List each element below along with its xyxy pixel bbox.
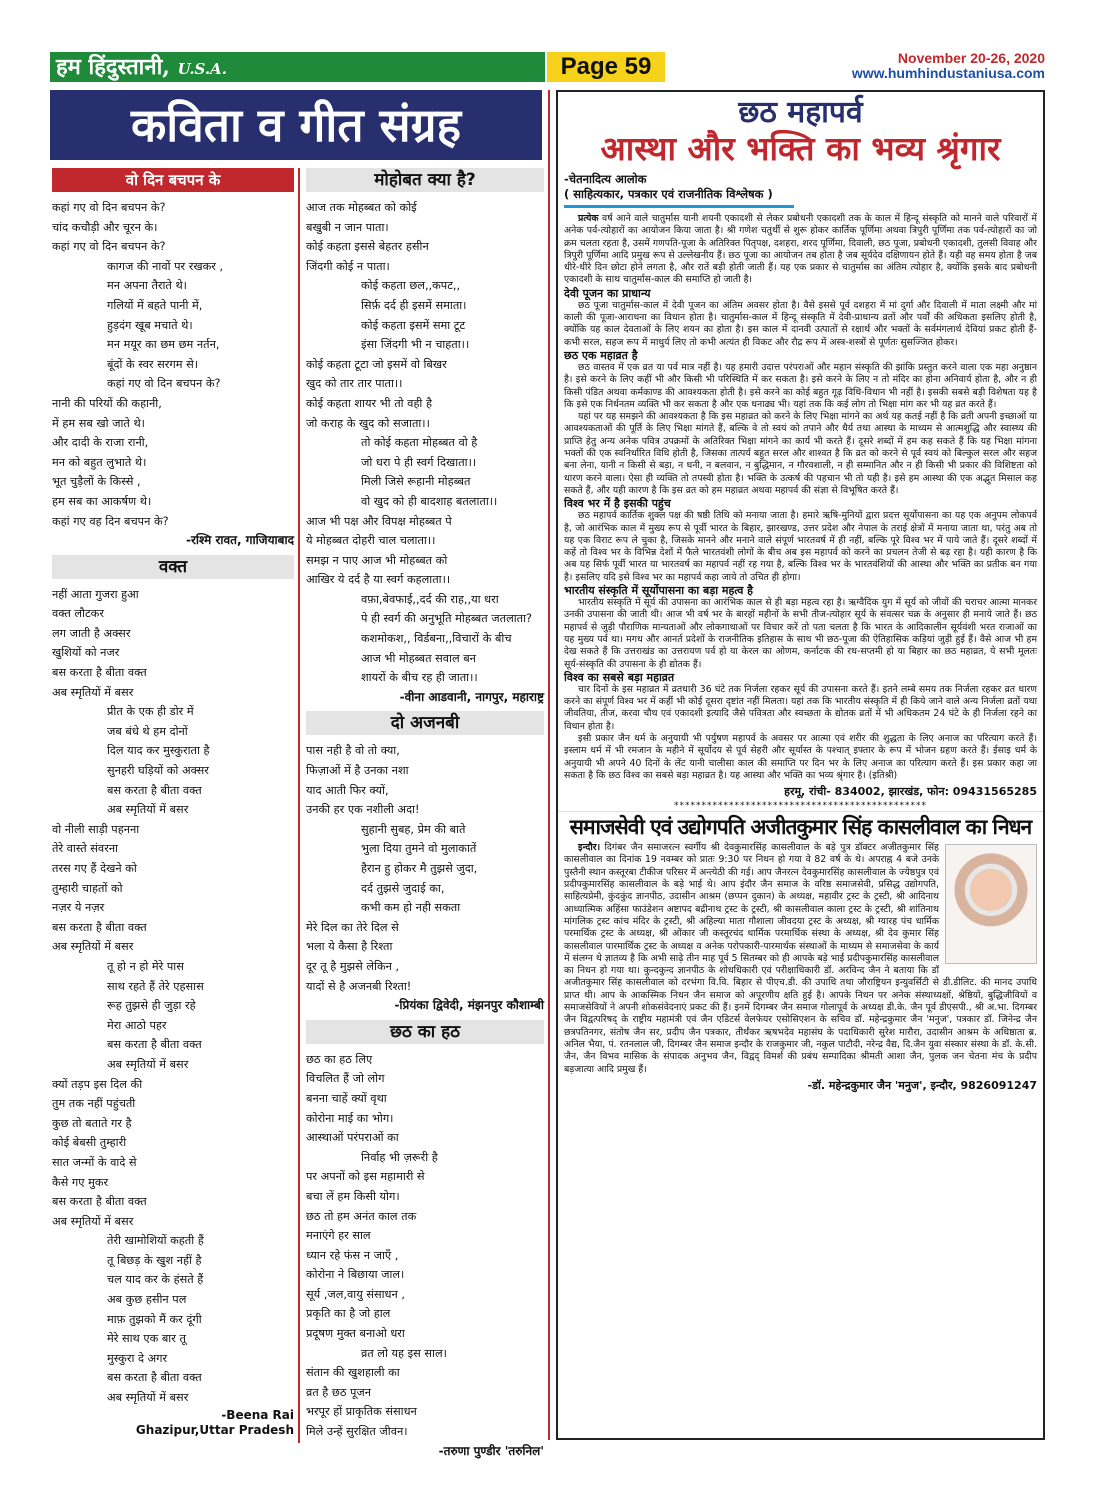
poem-line: संतान की खुशहाली का <box>306 1366 400 1380</box>
poem-line: कोई कहता टूटा जो इसमें वो बिखर <box>306 357 447 371</box>
lead-text: वर्ष आने वाले चातुर्मास यानी शयनी एकादशी से लेकर प्रबोधनी एकादशी तक के काल में हिन्दू संस्कृति को मानने वाले परिवारों में अनेक पर्व-त्योहारों का आयोजन किया जाता है। श्री गणेश चतुर्थी से शुरू होकर कार्तिक पूर्णिमा अथवा त्रिपुरी पूर्णिमा तक पर्व-त्योहारों का जो क्रम चलता रहता है, उसमें गणपति-पूजा के अतिरिक्त पितृपक्ष, दशहरा, शरद पूर्णिमा, दिवाली, छठ पूजा, प्रबोधनी एकादशी, तुलसी विवाह और त्रिपुरी पूर्णिमा आदि प्रमुख रूप से उल्लेखनीय हैं। छठ पूजा का आयोजन तब होता है जब सूर्यदेव दक्षिणायन होते हैं। यही वह समय होता है जब धीरे-धीरे दिन छोटा होने लगता है, और रातें बड़ी होती जाती हैं। यह एक प्रकार से चातुर्मास का अंतिम त्योहार है, क्योंकि इसके बाद प्रबोधनी एकादशी के साथ चातुर्मास-काल की समाप्ति हो जाती है। <box>564 213 1037 286</box>
poem-title: वक्त <box>52 555 294 579</box>
poem-line: अब कुछ हसीन पल <box>107 1293 187 1307</box>
column-divider <box>548 90 550 1440</box>
poem-line: मनाएंगे हर साल <box>306 1229 371 1243</box>
poem-line: आज तक मोहब्बत को कोई <box>306 201 417 214</box>
poem-line: में हम सब खो जाते थे। <box>52 416 145 430</box>
poem-line: कोई कहता इससे बेहतर हसीन <box>306 240 429 254</box>
poem-line: अब स्मृतियों में बसर <box>52 1214 134 1228</box>
obituary-text: दिगंबर जैन समाजरत्न स्वर्गीय श्री देवकुमारसिंह कासलीवाल के बड़े पुत्र डॉक्टर अजीतकुमार सिंह कासलीवाल का दिनांक 19 नवम्बर को प्रातः 9:30 पर निधन हो गया वे 82 वर्ष के थे। अपराह्न 4 बजे उनके पुस्तैनी स्थान कस्तूरबा टीकीज परिसर में अन्त्येठी की गई। आप जैनरत्न देवकुमारसिंह कासलीवाल के ज्येष्ठपुत्र एवं प्रदीपकुमारसिंह कासलीवाल के बड़े भाई थे। आप इंदौर जैन समाज के वरिष्ठ समाजसेवी, प्रसिद्ध उद्योगपति, साहित्यप्रेमी, कुंदकुंद ज्ञानपीठ, उदासीन आश्रम (छप्पन दुकान) के अध्यक्ष, महावीर ट्रस्ट के ट्रस्टी, श्री आदिनाथ आध्यात्मिक अहिंसा फाउंडेशन अष्टापद बद्रीनाथ ट्रस्ट के ट्रस्टी, श्री कासलीवाल काला ट्रस्ट के ट्रस्टी, श्री शांतिनाथ मांगलिक ट्रस्ट कांच मंदिर के ट्रस्टी, श्री अहिल्या माता गौशाला जीवदया ट्रस्ट के अध्यक्ष, श्री ग्यारह पंच धार्मिक परमार्थिक ट्रस्ट के अध्यक्ष, श्री ओंकार जी कस्तूरचंद धार्मिक परमार्थिक संस्था के अध्यक्ष, श्री देव कुमार सिंह कासलीवाल पारमार्थिक ट्रस्ट के अध्यक्ष व अनेक परोपकारी-पारमार्थक संस्थाओं के माध्यम से समाजसेवा के कार्य में संलग्न थे ज्ञातव्य है कि अभी साढ़े तीन माह पूर्व 5 सितम्बर को ही आपके बड़े भाई प्रदीपकुमारसिंह कासलीवाल का निधन हो गया था। कुन्दकुन्द ज्ञानपीठ के शोधधिकारी एवं परीक्षाधिकारी डॉ. अरविन्द जैन ने बताया कि डॉ अजीतकुमार सिंह कासलीवाल को दरभंगा वि.वि. बिहार से पीएच.डी. की उपाधि तथा जौराष्ट्रियन इन्युवर्सिटी से डी.डीलिट. की मानद उपाधि प्राप्त थी। आप के आकस्मिक निधन जैन समाज को अपूरणीय क्षति हुई है। आपके निधन पर अनेक संस्थाध्यक्षों, श्रेष्ठियों, बुद्धिजीवियों व समाजसेवियों ने अपनी शोकसंवेदनाएं प्रकट की हैं। इनमें दिगम्बर जैन समाज गोलापूर्व के अध्यक्ष डी.के. जैन पूर्व डीएसपी., श्री अ.भा. दिगम्बर जैन विद्वत्परिषद् के राष्ट्रीय महामंत्री एवं जैन एडिटर्स वेलफेयर एसोसिएशन के सचिव डॉ. महेन्द्रकुमार जैन 'मनुज', पत्रकार डॉ. जिनेन्द्र जैन छत्रपतिनगर, संतोष जैन सर, प्रदीप जैन पत्रकार, तीर्थंकर ऋषभदेव महासंघ के पदाधिकारी सुरेश मारौरा, उदासीन आश्रम के अधिष्ठाता ब्र. अनिल भैया, पं. रतनलाल जी, दिगम्बर जैन समाज इन्दौर के राजकुमार जी, नकुल पाटौदी, नरेन्द्र वैद्य, दि.जैन युवा संस्कार संस्था के डॉ. के.सी. जैन, जैन विभव मासिक के संपादक अनुभव जैन, विद्वद् विमर्श की प्रबंध सम्पादिका श्रीमती आशा जैन, पुलक जन चेतना मंच के प्रदीप बड़जात्या आदि प्रमुख हैं। <box>564 842 1037 1075</box>
poem-body <box>306 1050 544 1442</box>
poem-line: मन को बहुत लुभाते थे। <box>52 455 147 469</box>
poem-line: साथ रहते हैं तेरे एहसास <box>107 979 204 993</box>
poem-author: -तरुणा पुण्डीर 'तरुनिल' <box>438 1443 544 1458</box>
poem-line: बस करता है बीता वक्त <box>107 1038 202 1052</box>
poem-line: दर्द तुझसे जुदाई का, <box>361 881 445 895</box>
poem-line: जो कराह के खुद को सजाता।। <box>306 416 430 430</box>
poem-body <box>306 198 544 688</box>
poem-line: मन मयूर का छम छम नर्तन, <box>107 338 220 352</box>
poem-line: तेरे वास्ते संवरना <box>52 842 119 856</box>
poem-line: अब स्मृतियों में बसर <box>107 1391 189 1405</box>
website-link[interactable]: www.humhindustaniusa.com <box>851 65 1045 81</box>
poem-line: ध्यान रहे फंस न जाएँ , <box>306 1248 399 1262</box>
poem-line: बस करता है बीता वक्त <box>52 1195 147 1209</box>
section-heading: विश्व भर में है इसकी पहुंच <box>564 497 671 511</box>
obituary-signature: -डॉ. महेन्द्रकुमार जैन 'मनुज', इन्दौर, 9826091247 <box>807 1078 1037 1092</box>
poem-line: तरस गए हैं देखने को <box>52 862 137 875</box>
poem-line: वो खुद को ही बादशाह बतलाता।। <box>361 494 498 508</box>
poem-line: बस करता है बीता वक्त <box>107 1371 202 1385</box>
section-heading: छठ एक महाव्रत है <box>564 348 638 362</box>
poem-line: कुछ तो बताते गर है <box>52 1116 132 1130</box>
poem-line: समझ न पाए आज भी मोहब्बत को <box>306 553 448 567</box>
poem-title: दो अजनबी <box>306 711 544 735</box>
poem-line: याद आती फिर क्यों, <box>306 783 389 797</box>
poem-line: कोई कहता इसमें समा टूट <box>361 318 466 332</box>
column-divider <box>298 168 300 1443</box>
poem-line: कहां गए वो दिन बचपन के? <box>52 240 166 254</box>
poem-line: कागज की नावों पर रखकर , <box>107 259 224 273</box>
lead-word: प्रत्येक <box>578 213 599 224</box>
poem-line: दिल याद कर मुस्कुराता है <box>107 744 210 758</box>
poem-line: वक्त लौटकर <box>52 607 104 621</box>
poem-author: -वीना आडवानी, नागपुर, महाराष्ट्र <box>399 689 544 704</box>
page-number: Page 59 <box>547 52 665 82</box>
poem-line: कोई कहता शायर भी तो वही है <box>306 396 432 410</box>
poem-line: सिर्फ़ दर्द ही इसमें समाता। <box>361 298 467 312</box>
poem-line: हैरान हु होकर मै तुझसे जुदा, <box>361 862 478 875</box>
poem-line: कभी कम हो नही सकता <box>361 901 461 915</box>
poem-line: रूह तुझसे ही जुड़ा रहे <box>107 999 196 1013</box>
poem-line: आज भी पक्ष और विपक्ष मोहब्बत पे <box>306 514 452 528</box>
middle-column <box>306 168 544 1461</box>
section-heading: विश्व का सबसे बड़ा महाव्रत <box>564 670 675 684</box>
poem-line: तू हो न हो मेरे पास <box>107 959 184 973</box>
poem-line: ये मोहब्बत दोहरी चाल चलाता।। <box>306 534 436 548</box>
poem-line: सूर्य ,जल,वायु संसाधन , <box>306 1287 405 1301</box>
author-name: -Beena Rai <box>221 1407 294 1422</box>
poem-line: कोरोना ने बिछाया जाल। <box>306 1268 405 1282</box>
poem-line: छठ तो हम अनंत काल तक <box>306 1209 417 1223</box>
poem-line: बस करता है बीता वक्त <box>52 920 147 934</box>
poem-line: तुम तक नहीं पहुंचती <box>52 1097 136 1111</box>
article-byline <box>558 168 1043 202</box>
poem-line: बूंदों के स्वर सरगम से। <box>107 357 199 371</box>
poem-line: सात जन्मों के वादे से <box>52 1155 137 1169</box>
poem-body <box>306 741 544 996</box>
poem-line: बस करता है बीता वक्त <box>107 783 202 797</box>
brand-name: हम हिंदुस्तानी, <box>56 54 170 80</box>
poem-line: सुनहरी घड़ियों को अक्सर <box>107 764 209 778</box>
issue-info <box>852 51 1045 81</box>
section-title: कविता व गीत संग्रह <box>50 90 542 160</box>
poem-line: भूत चुड़ैलों के किस्से , <box>52 475 141 489</box>
poem-title: वो दिन बचपन के <box>52 168 294 192</box>
lead-paragraph <box>564 213 1037 287</box>
poem-line: तुम्हारी चाहतों को <box>52 881 123 895</box>
poem-line: जिंदगी कोई न पाता। <box>306 259 390 273</box>
poem-line: अब स्मृतियों में बसर <box>107 803 189 817</box>
poem-line: पास नही है वो तो क्या, <box>306 744 400 758</box>
poem-line: नहीं आता गुजरा हुआ <box>52 587 139 601</box>
poem-line: भुला दिया तुमने वो मुलाकातें <box>361 842 477 856</box>
poem-line: कोरोना माई का भोग। <box>306 1111 394 1125</box>
article-paragraph: छठ महापर्व कार्तिक शुक्ल पक्ष की षष्ठी तिथि को मनाया जाता है। हमारे ऋषि-मुनियों द्वारा प्रदत्त सूर्योपासना का यह एक अनुपम लोकपर्व है, जो आरंभिक काल में मुख्य रूप से पूर्वी भारत के बिहार, झारखण्ड, उत्तर प्रदेश और नेपाल के तराई क्षेत्रों में मनाया जाता था, परंतु अब तो यह एक विराट रूप ले चुका है, जिसके मानने और मनाने वाले संपूर्ण भारतवर्ष में ही नहीं, बल्कि पूरे विश्व भर में पाये जाते हैं। दूसरे शब्दों में कहें तो विश्व भर के विभिन्न देशों में फैले भारतवंशी लोगों के बीच अब इस महापर्व को करने का प्रचलन तेजी से बढ़ रहा है। यही कारण है कि अब यह सिर्फ पूर्वी भारत या भारतवर्ष का महापर्व नहीं रह गया है, बल्कि विश्व भर के भारतवंशियों की आस्था और भक्ति का प्रतीक बन गया है। इसलिए यदि इसे विश्व भर का महापर्व कहा जाये तो उचित ही होगा। <box>564 510 1037 583</box>
poem-title: छठ का हठ <box>306 1020 544 1044</box>
poem-line: भरपूर हों प्राकृतिक संसाधन <box>306 1405 417 1419</box>
poem-line: वो नीली साड़ी पहनना <box>52 822 140 836</box>
poem-line: बखुबी न जान पाता। <box>306 220 389 234</box>
poem-author <box>52 1408 294 1438</box>
poem-body <box>52 585 294 1408</box>
separator-stars: ********************************************** <box>674 801 927 812</box>
poem-line: यादों से है अजनबी रिश्ता! <box>306 979 412 993</box>
poem-line: छठ का हठ लिए <box>306 1052 373 1066</box>
poem-line: कहां गए वो दिन बचपन के? <box>107 377 221 391</box>
byline-rule <box>564 205 794 208</box>
poem-line: कहां गए वो दिन बचपन के? <box>52 201 166 214</box>
poem-body <box>52 198 294 531</box>
poem-line: तू बिछड़ के खुश नहीं है <box>107 1253 202 1267</box>
poem-line: शायरों के बीच रह ही जाता।। <box>361 671 478 685</box>
brand-suffix: U.S.A. <box>177 60 227 78</box>
portrait-photo <box>945 844 1037 964</box>
poem-line: अब स्मृतियों में बसर <box>107 1057 189 1071</box>
article-paragraph: इसी प्रकार जैन धर्म के अनुयायी भी पर्युषण महापर्व के अवसर पर आत्मा एवं शरीर की शुद्धता के लिए अनाज का परित्याग करते हैं। इस्लाम धर्म में भी रमजान के महीने में सूर्योदय से पूर्व सेहरी और सूर्यास्त के पश्चात् इफ्तार के रूप में भोजन ग्रहण करते हैं। ईसाइ धर्म के अनुयायी भी अपने 40 दिनों के लेंट यानी चालीसा काल की समाप्ति पर दिन भर के लिए अनाज का परित्याग करते हैं। इस प्रकार कहा जा सकता है कि छठ विश्व का सबसे बड़ा महाव्रत है। यह आस्था और भक्ति का भव्य श्रृंगार है। (इतिश्री) <box>564 732 1037 781</box>
poem-line: कोई कहता छल,,कपट,, <box>361 279 461 293</box>
poem-line: आखिर ये दर्द है या स्वर्ग कहलाता।। <box>306 573 451 587</box>
poem-line: अब स्मृतियों में बसर <box>52 685 134 699</box>
poem-line: कशमोकश,, विर्डबना,,विचारों के बीच <box>361 632 512 646</box>
issue-date: November 20-26, 2020 <box>897 50 1045 66</box>
author-name: -चेतनादित्य आलोक <box>564 172 647 186</box>
article-kicker: छठ महापर्व <box>738 95 863 130</box>
poem-line: व्रत लो यह इस साल। <box>361 1346 447 1360</box>
poem-line: खुद को तार तार पाता।। <box>306 377 403 391</box>
poem-line: प्रीत के एक ही डोर में <box>107 705 194 719</box>
poem-line: और दादी के राजा रानी, <box>52 436 149 450</box>
section-heading: देवी पूजन का प्राधान्य <box>564 286 651 300</box>
poem-line: सुहानी सुबह, प्रेम की बाते <box>361 822 466 836</box>
poem-line: जब बंधे थे हम दोनों <box>107 724 188 738</box>
poem-line: प्रदूषण मुक्त बनाओ धरा <box>306 1327 405 1341</box>
poem-line: मेरे दिल का तेरे दिल से <box>306 920 399 934</box>
poem-line: निर्वाह भी ज़रूरी है <box>361 1150 438 1164</box>
poem-author: -रश्मि रावत, गाजियाबाद <box>186 533 294 548</box>
poem-line: तो कोई कहता मोहब्बत वो है <box>361 436 478 450</box>
poem-line: लग जाती है अक्सर <box>52 626 131 640</box>
article-paragraph: भारतीय संस्कृति में सूर्य की उपासना का आरंभिक काल से ही बड़ा महत्व रहा है। ऋग्वैदिक युग में सूर्य को जीवों की चराचर आत्मा मानकर उनकी उपासना की जाती थी। आज भी वर्ष भर के बारहों महीनों के सभी तीज-त्योहार सूर्य के संवत्सर चक्र के अनुसार ही मनाये जाते हैं। छठ महापर्व से जुड़ी पौराणिक मान्यताओं और लोकगाथाओं पर विचार करें तो पता चलता है कि भारत के आदिकालीन सूर्यवंशी भरत राजाओं का यह मुख्य पर्व था। मगध और आनर्त प्रदेशों के राजनीतिक इतिहास के साथ भी छठ-पूजा की ऐतिहासिक कड़ियां जुड़ी हुई हैं। वैसे आज भी हम देख सकते हैं कि उत्तराखंड का उत्तरायण पर्व हो या केरल का ओणम, कर्नाटक की रथ-सप्तमी हो या बिहार का छठ महाव्रत, ये सभी मूलतः सूर्य-संस्कृति की उपासना के ही द्योतक हैं। <box>564 597 1037 670</box>
poem-line: उनकी हर एक नशीली अदा! <box>306 803 420 817</box>
author-role: ( साहित्यकार, पत्रकार एवं राजनीतिक विश्लेषक ) <box>564 187 773 201</box>
author-address: हरमू, रांची- 834002, झारखंड, फोन: 09431565285 <box>784 785 1037 799</box>
poem-line: मिली जिसे रूहानी मोहब्बत <box>361 475 471 489</box>
poem-line: नज़र ये नज़र <box>52 901 105 915</box>
poem-line: चल याद कर के हंसते हैं <box>107 1273 204 1287</box>
dateline: इन्दौर। <box>578 842 601 854</box>
poem-line: पर अपनों को इस महामारी से <box>306 1170 425 1184</box>
poem-line: कैसे गए मुकर <box>52 1175 109 1189</box>
article-body <box>558 213 1043 782</box>
poem-line: बचा लें हम किसी योग। <box>306 1189 400 1203</box>
article-paragraph: चार दिनों के इस महाव्रत में व्रतधारी 36 घंटे तक निर्जला रहकर सूर्य की उपासना करते हैं। इतने लम्बे समय तक निर्जला रहकर व्रत धारण करने का संपूर्ण विश्व भर में कहीं भी कोई दूसरा दृष्टांत नहीं मिलता। यहां तक कि भारतीय संस्कृति में ही किये जाने वाले अन्य निर्जला व्रतों यथा जीवतिया, तीज, करवा चौथ एवं एकादशी इत्यादि जैसे पवित्रता और स्वच्छता के द्योतक व्रतों में भी अधिकतम 24 घंटे के ही निर्जला रहने का विधान होता है। <box>564 683 1037 732</box>
poem-line: कहां गए वह दिन बचपन के? <box>52 514 169 528</box>
poem-line: माफ़ तुझको मैं कर दूंगी <box>107 1312 202 1326</box>
poem-line: दूर तू है मुझसे लेकिन , <box>306 959 400 973</box>
article-paragraph: छठ पूजा चातुर्मास-काल में देवी पूजन का अंतिम अवसर होता है। वैसे इससे पूर्व दशहरा में मां दुर्गा और दिवाली में माता लक्ष्मी और मां काली की पूजा-आराधना का विधान होता है। चातुर्मास-काल में हिन्दू संस्कृति में देवी-प्राधान्य व्रतों और पर्वों की अधिकता इसलिए होती है, क्योंकि यह काल देवताओं के लिए शयन का होता है। इस काल में दानवी उत्पातों से रक्षार्थ और भक्तों के सर्वमंगलार्थ देवियां प्रकट होती हैं- कभी सरल, सहज रूप में माधुर्य लिए तो कभी अत्यंत ही विकट और रौद्र रूप में अस्त्र-शस्त्रों से पूर्णतः सुसज्जित होकर। <box>564 299 1037 348</box>
poem-line: कोई बेबसी तुम्हारी <box>52 1136 127 1150</box>
poem-line: आज भी मोहब्बत सवाल बन <box>361 651 476 665</box>
poem-line: तेरी खामोशियों कहती हैं <box>107 1234 204 1248</box>
article-box <box>556 90 1045 1440</box>
author-place: Ghazipur,Uttar Pradesh <box>135 1422 294 1437</box>
poem-line: अब स्मृतियों में बसर <box>52 940 134 954</box>
left-column <box>52 168 294 1438</box>
poem-line: बनना चाहें क्यों वृथा <box>306 1091 387 1105</box>
poem-line: वफ़ा,बेवफाई,,दर्द की राह,,या धरा <box>361 592 499 606</box>
article-headline: आस्था और भक्ति का भव्य श्रृंगार <box>600 129 1001 168</box>
poem-line: भला ये कैसा है रिश्ता <box>306 940 393 954</box>
poem-line: चांद कचौड़ी और चूरन के। <box>52 220 158 234</box>
poem-line: पे ही स्वर्ग की अनुभूति मोहब्बत जतलाता? <box>361 612 533 626</box>
poem-line: खुशियों को नजर <box>52 646 120 660</box>
poem-line: आस्थाओं परंपराओं का <box>306 1131 399 1145</box>
poem-line: मुस्कुरा दे अगर <box>107 1351 168 1365</box>
section-heading: भारतीय संस्कृति में सूर्योपासना का बड़ा महत्व है <box>564 584 754 598</box>
poem-line: क्यों तड़प इस दिल की <box>52 1077 143 1091</box>
poem-author: -प्रियंका द्विवेदी, मंझनपुर कौशाम्बी <box>394 998 544 1013</box>
poem-line: बस करता है बीता वक्त <box>52 666 147 680</box>
poem-line: मन अपना तैराते थे। <box>107 279 187 293</box>
poem-line: मेरा आठो पहर <box>107 1018 167 1032</box>
article-paragraph: यहां पर यह समझने की आवश्यकता है कि इस महाव्रत को करने के लिए भिक्षा मांगने का अर्थ यह कतई नहीं है कि व्रती अपनी इच्छाओं या आवश्यकताओं की पूर्ति के लिए भिक्षा मांगते हैं, बल्कि वे तो स्वयं को तपाने और धैर्य तथा आस्था के माध्यम से आत्मशुद्धि और स्वास्थ्य की प्राप्ति हेतु अन्य अनेक पवित्र उपक्रमों के अतिरिक्त भिक्षा मांगने का कार्य भी करते हैं। दूसरे शब्दों में हम कह सकते हैं कि यह भिक्षा मांगना भक्तों की एक स्वनिर्धारित विधि होती है, जिसका तात्पर्य बहुत सरल और शाश्वत है कि व्रत को करने से पूर्व स्वयं को बिल्कुल सरल और सहज बना लेना, यानी न किसी से बड़ा, न धनी, न बलवान, न बुद्धिमान, न गौरवशाली, न ही सम्मानित और न ही किसी भी प्रकार की विशिष्टता को धारण करने वाला। ऐसा ही व्यक्ति तो तपस्वी होता है। भक्ति के उत्कर्ष की पहचान भी तो यही है। इसे हम आस्था की एक अद्भुत मिसाल कह सकते हैं, और यही कारण है कि इस व्रत को हम महाव्रत अथवा महापर्व की संज्ञा से विभूषित करते हैं। <box>564 411 1037 496</box>
poem-line: मेरे साथ एक बार तू <box>107 1332 186 1346</box>
poem-line: विचलित हैं जो लोग <box>306 1072 385 1086</box>
poem-line: जो धरा पे ही स्वर्ग दिखाता।। <box>361 455 477 469</box>
poem-title: मोहोबत क्या है? <box>306 168 544 192</box>
poem-line: मिले उन्हें सुरक्षित जीवन। <box>306 1425 408 1439</box>
poem-line: हुड़दंग खूब मचाते थे। <box>107 318 193 332</box>
poem-line: फिज़ाओं में है उनका नशा <box>306 764 409 778</box>
poem-line: व्रत है छठ पूजन <box>306 1385 372 1399</box>
poem-line: हम सब का आकर्षण थे। <box>52 494 152 508</box>
poem-line: इंसा जिंदगी भी न चाहता।। <box>361 338 470 352</box>
poem-line: नानी की परियों की कहानी, <box>52 396 162 410</box>
obituary-body <box>558 842 1043 1076</box>
obituary-headline: समाजसेवी एवं उद्योगपति अजीतकुमार सिंह कासलीवाल का निधन <box>558 811 1043 842</box>
poem-line: प्रकृति का है जो हाल <box>306 1307 391 1321</box>
article-paragraph: छठ वास्तव में एक व्रत या पर्व मात्र नहीं है। यह हमारी उदात्त परंपराओं और महान संस्कृति की झांकि प्रस्तुत करने वाला एक महा अनुष्ठान है। इसे करने के लिए कहीं भी और किसी भी परिस्थिति में कर सकता है। इसे करने के लिए न तो मंदिर का होना अनिवार्य होता है, और न ही किसी पंडित अथवा कर्मकाण्ड की आवश्यकता होती है। इसे करने का कोई बहुत गूढ़ विधि-विधान भी नहीं है। इसकी सबसे बड़ी विशेषता यह है कि इसे एक निर्धनतम व्यक्ति भी कर सकता है और एक धनाढ्य भी। यहां तक कि कई लोग तो भिक्षा मांग कर भी यह व्रत करते हैं। <box>564 361 1037 410</box>
poem-line: गलियों में बहते पानी में, <box>107 298 203 312</box>
masthead-brand <box>56 52 227 84</box>
